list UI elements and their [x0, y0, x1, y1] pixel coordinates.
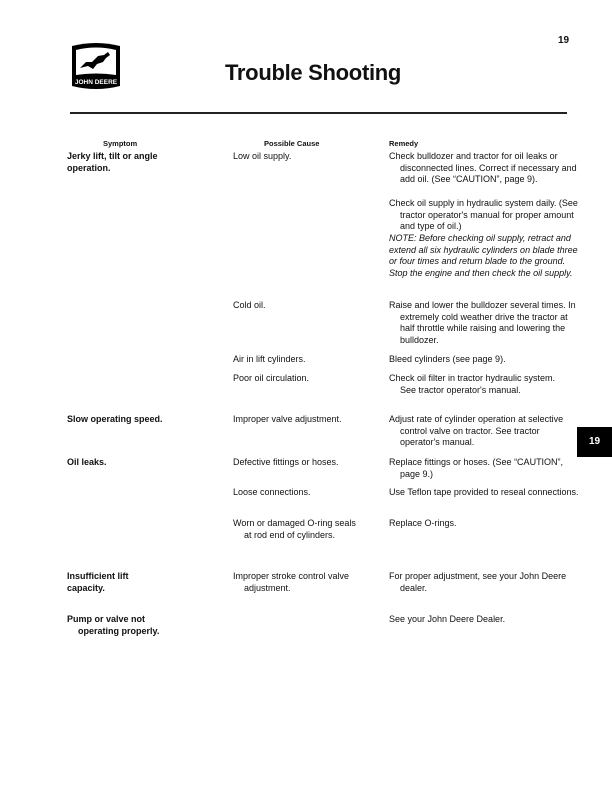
remedy-adjust-rate: Adjust rate of cylinder operation at selective control valve on tractor. See tractor operator's manual. [389, 414, 564, 447]
cause-stroke-control: Improper stroke control valve adjustment. [233, 571, 350, 593]
cause-worn-orings: Worn or damaged O-ring seals at rod end of cylinders. [233, 518, 356, 540]
page-title: Trouble Shooting [225, 60, 402, 85]
cause-header: Possible Cause [264, 139, 320, 148]
symptom-oil-leaks: Oil leaks. [67, 457, 107, 467]
symptom-header: Symptom [103, 139, 138, 148]
remedy-replace-orings: Replace O-rings. [389, 518, 457, 528]
john-deere-logo [70, 42, 122, 92]
remedy-check-leaks: Check bulldozer and tractor for oil leaks or disconnected lines. Correct if necessary and add oil. (See “CAUTION”, page 9). [389, 151, 577, 184]
cause-defective-fittings: Defective fittings or hoses. [233, 457, 339, 467]
title-rule [70, 112, 567, 114]
remedy-header: Remedy [389, 139, 419, 148]
symptom-pump-valve: Pump or valve not operating properly. [67, 614, 160, 636]
remedy-see-dealer: For proper adjustment, see your John Deere dealer. [389, 571, 567, 593]
cause-poor-circulation: Poor oil circulation. [233, 373, 310, 383]
cause-cold-oil: Cold oil. [233, 300, 266, 310]
remedy-replace-fittings: Replace fittings or hoses. (See “CAUTION”, page 9.) [389, 457, 564, 479]
symptom-jerky-lift: Jerky lift, tilt or angle operation. [67, 151, 158, 173]
note-oil-supply: NOTE: Before checking oil supply, retract and extend all six hydraulic cylinders on blade three or four times and return blade to the ground. Stop the engine and then check the oil supply. [389, 233, 578, 278]
cause-air-in-cylinders: Air in lift cylinders. [233, 354, 306, 364]
section-tab: 19 [577, 427, 612, 457]
remedy-see-dealer-2: See your John Deere Dealer. [389, 614, 506, 624]
cause-loose-connections: Loose connections. [233, 487, 311, 497]
remedy-check-filter: Check oil filter in tractor hydraulic system. See tractor operator's manual. [389, 373, 556, 395]
symptom-slow-speed: Slow operating speed. [67, 414, 163, 424]
cause-low-oil: Low oil supply. [233, 151, 292, 161]
remedy-check-oil-supply: Check oil supply in hydraulic system daily. (See tractor operator's manual for proper amount and type of oil.) [389, 198, 578, 231]
symptom-insufficient-lift: Insufficient lift capacity. [67, 571, 129, 593]
remedy-teflon-tape: Use Teflon tape provided to reseal connections. [389, 487, 579, 497]
cause-valve-adjustment: Improper valve adjustment. [233, 414, 342, 424]
logo-text: JOHN DEERE [74, 79, 118, 86]
remedy-bleed-cylinders: Bleed cylinders (see page 9). [389, 354, 506, 364]
page-number: 19 [558, 35, 570, 46]
remedy-raise-lower: Raise and lower the bulldozer several times. In extremely cold weather drive the tractor at half throttle while raising and lowering the bulldozer. [389, 300, 576, 345]
